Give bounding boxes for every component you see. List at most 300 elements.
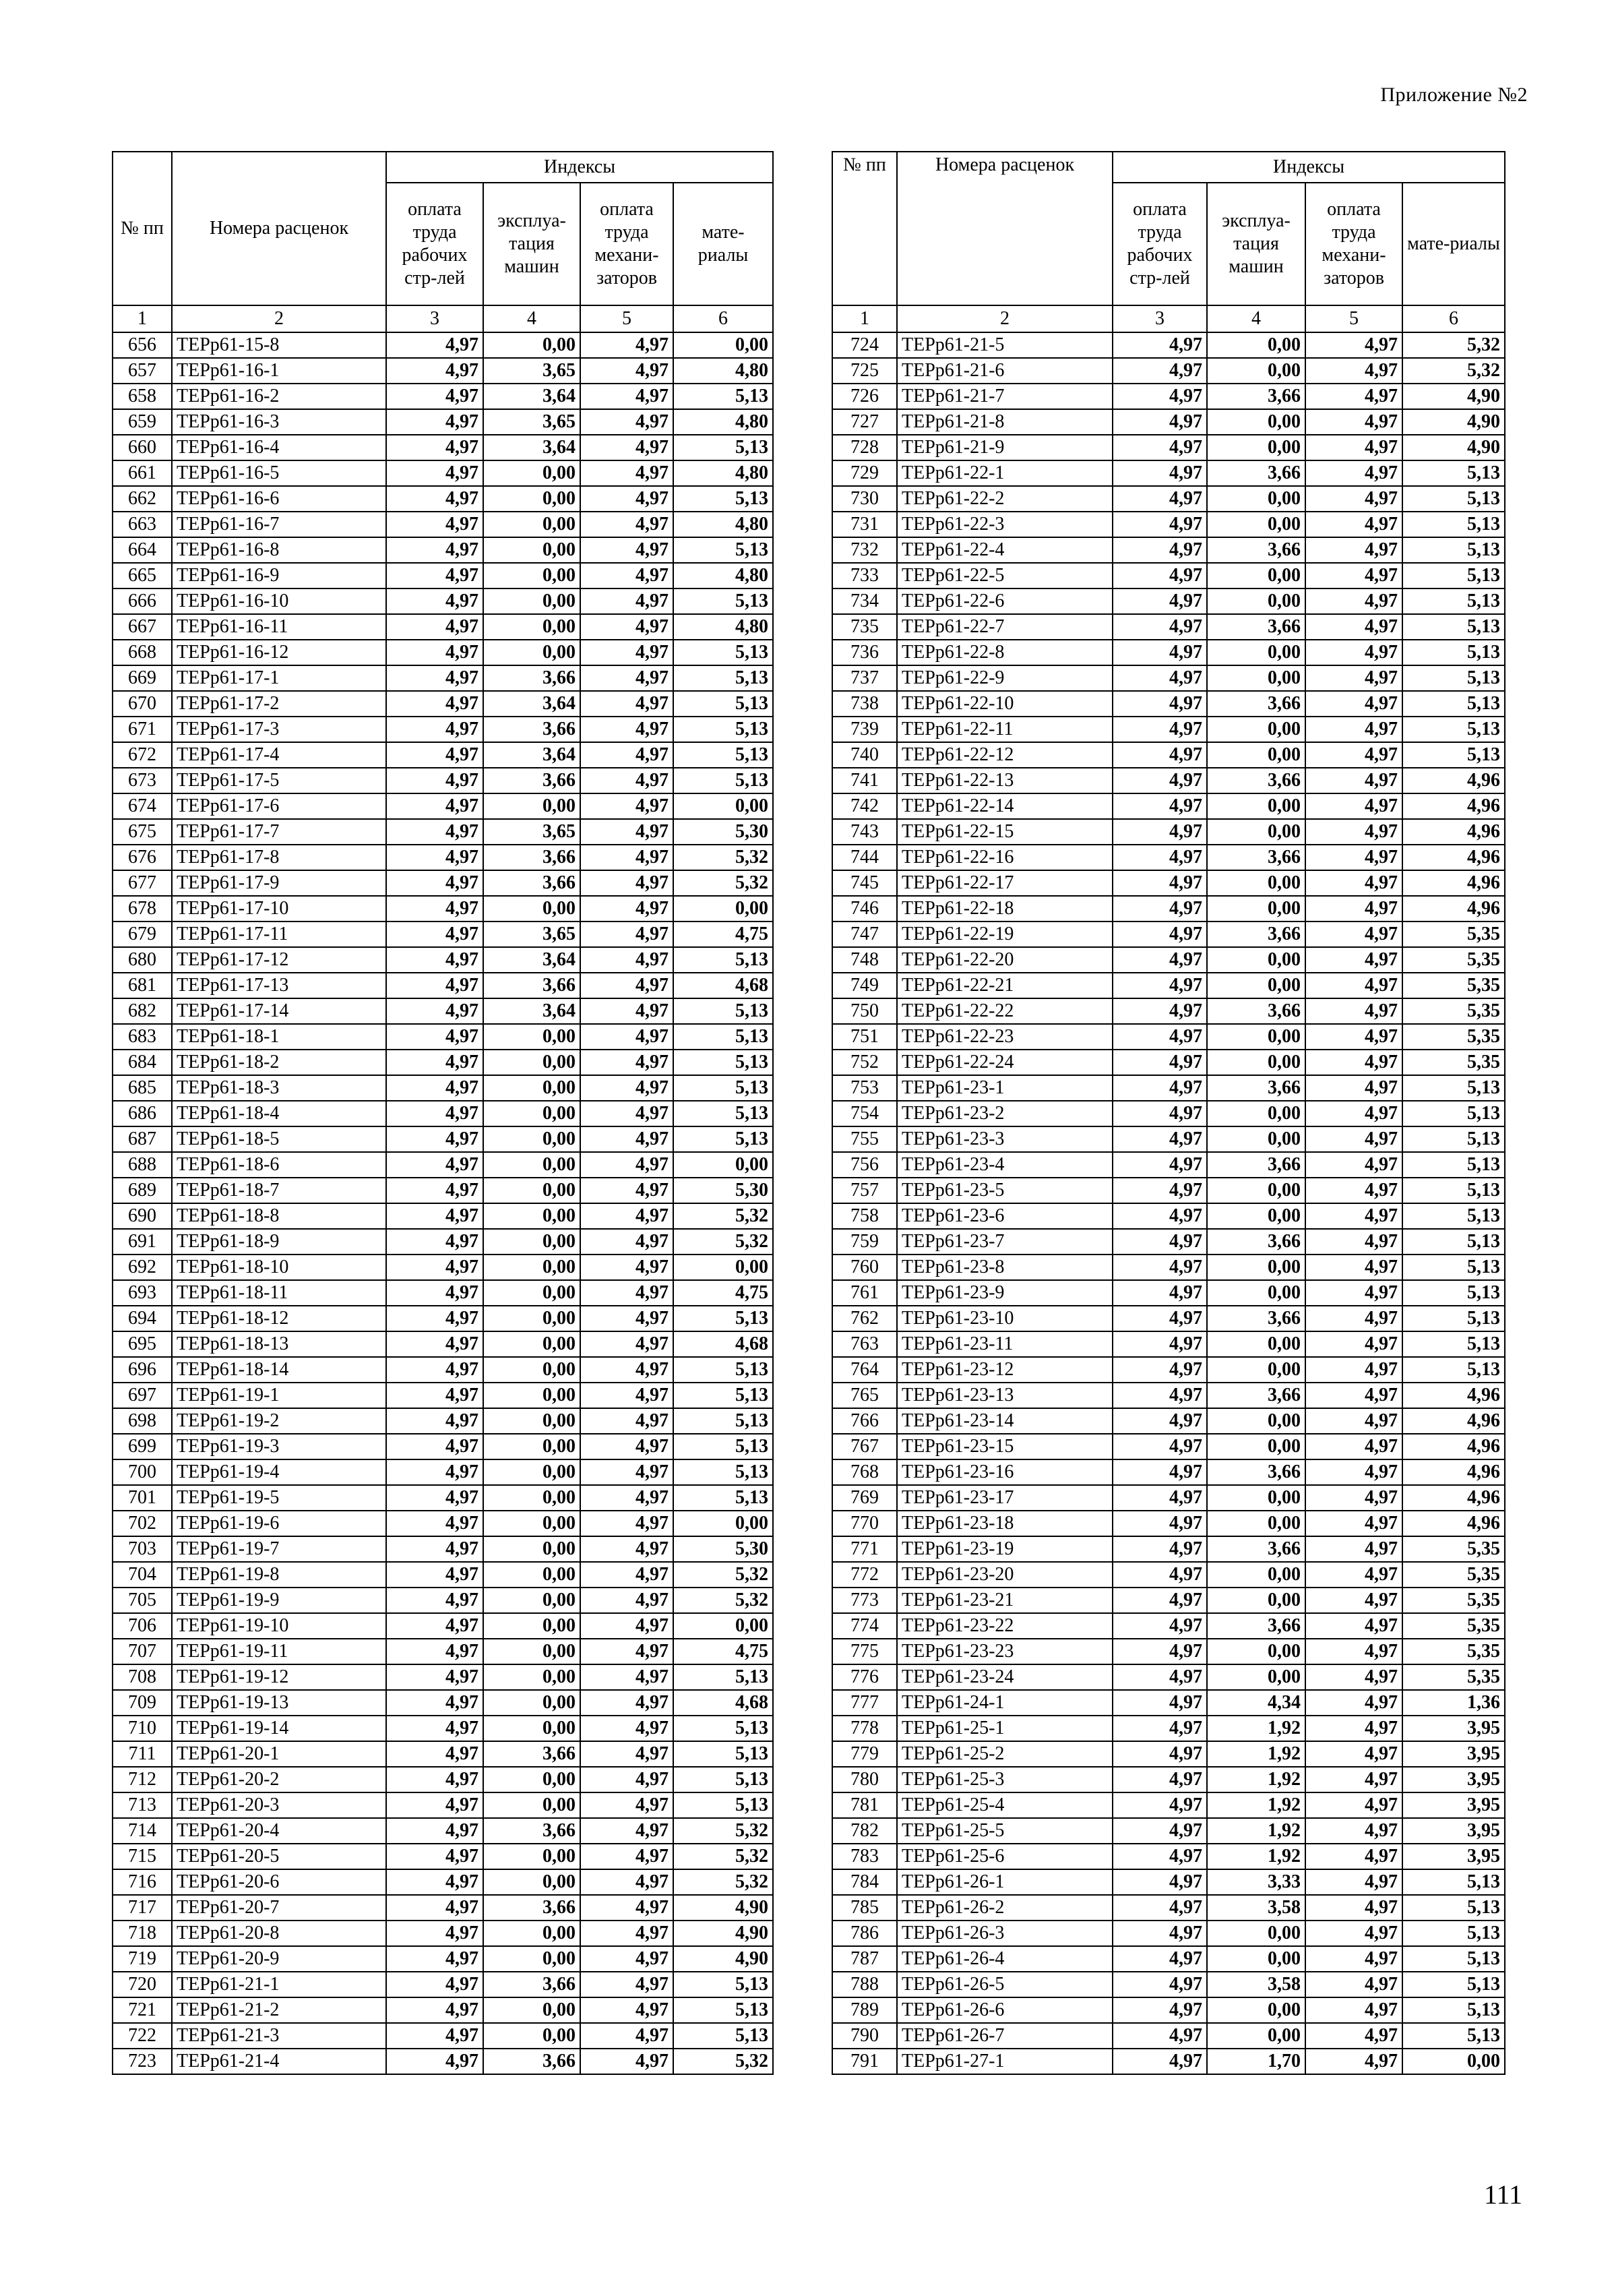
rate-code: ТЕРр61-16-5 [172,460,386,486]
materials-index: 5,13 [1402,1255,1505,1280]
row-number: 707 [113,1639,172,1664]
labor-index: 4,97 [386,1972,483,1997]
operators-index: 4,97 [580,512,673,537]
table-row [832,614,1505,640]
row-number: 712 [113,1767,172,1792]
table-row [113,973,773,998]
row-number: 657 [113,358,172,384]
labor-index: 4,97 [1113,896,1207,922]
rate-code: ТЕРр61-20-4 [172,1818,386,1844]
machines-index: 0,00 [1207,1255,1305,1280]
materials-index: 5,32 [673,1229,773,1255]
rate-code: ТЕРр61-26-7 [897,2023,1113,2049]
machines-index: 3,66 [1207,691,1305,717]
materials-index: 5,13 [673,1075,773,1101]
materials-index: 5,13 [673,588,773,614]
rate-code: ТЕРр61-17-6 [172,793,386,819]
row-number: 695 [113,1331,172,1357]
materials-index: 0,00 [673,332,773,358]
row-number: 703 [113,1536,172,1562]
row-number: 784 [832,1869,897,1895]
table-row [832,1895,1505,1921]
materials-index: 5,13 [673,1050,773,1075]
operators-index: 4,97 [1305,1664,1402,1690]
machines-index: 0,00 [483,1101,580,1126]
table-row [113,691,773,717]
labor-index: 4,97 [1113,1383,1207,1408]
labor-index: 4,97 [1113,1895,1207,1921]
machines-index: 0,00 [1207,1101,1305,1126]
rate-code: ТЕРр61-22-21 [897,973,1113,998]
table-row [832,1280,1505,1306]
machines-index: 0,00 [1207,1203,1305,1229]
row-number: 735 [832,614,897,640]
rate-code: ТЕРр61-25-4 [897,1792,1113,1818]
rate-code: ТЕРр61-23-13 [897,1383,1113,1408]
operators-index: 4,97 [580,1536,673,1562]
row-number: 696 [113,1357,172,1383]
table-row [832,1613,1505,1639]
machines-index: 0,00 [483,1997,580,2023]
labor-index: 4,97 [1113,460,1207,486]
labor-index: 4,97 [386,1101,483,1126]
machines-index: 3,66 [1207,384,1305,409]
table-row [832,1152,1505,1178]
operators-index: 4,97 [580,1024,673,1050]
table-row [113,947,773,973]
table-row [832,1741,1505,1767]
operators-index: 4,97 [580,973,673,998]
table-row [832,1767,1505,1792]
materials-index: 4,80 [673,563,773,588]
rate-code: ТЕРр61-19-2 [172,1408,386,1434]
operators-index: 4,97 [580,1895,673,1921]
row-number: 770 [832,1511,897,1536]
machines-index: 1,92 [1207,1716,1305,1741]
materials-index: 4,75 [673,922,773,947]
operators-index: 4,97 [1305,384,1402,409]
rate-code: ТЕРр61-23-21 [897,1588,1113,1613]
table-row [113,768,773,793]
row-number: 758 [832,1203,897,1229]
materials-index: 5,13 [673,717,773,742]
row-number: 667 [113,614,172,640]
row-number: 756 [832,1152,897,1178]
materials-index: 5,35 [1402,973,1505,998]
table-row [832,563,1505,588]
labor-index: 4,97 [386,1459,483,1485]
labor-index: 4,97 [386,435,483,460]
rate-code: ТЕРр61-19-3 [172,1434,386,1459]
machines-index: 0,00 [1207,1408,1305,1434]
operators-index: 4,97 [1305,1639,1402,1664]
materials-index: 4,80 [673,358,773,384]
machines-index: 3,65 [483,922,580,947]
operators-index: 4,97 [580,845,673,870]
operators-index: 4,97 [580,460,673,486]
materials-index: 5,13 [673,1357,773,1383]
materials-index: 0,00 [1402,2049,1505,2074]
labor-index: 4,97 [386,1152,483,1178]
rate-code: ТЕРр61-18-14 [172,1357,386,1383]
rate-code: ТЕРр61-22-14 [897,793,1113,819]
labor-index: 4,97 [386,922,483,947]
operators-index: 4,97 [1305,1921,1402,1946]
operators-index: 4,97 [580,2023,673,2049]
table-row [113,1357,773,1383]
machines-index: 3,65 [483,409,580,435]
labor-index: 4,97 [1113,1844,1207,1869]
labor-index: 4,97 [386,1588,483,1613]
rate-code: ТЕРр61-22-2 [897,486,1113,512]
rate-code: ТЕРр61-21-4 [172,2049,386,2074]
labor-index: 4,97 [386,512,483,537]
labor-index: 4,97 [1113,1921,1207,1946]
labor-index: 4,97 [386,1613,483,1639]
rate-code: ТЕРр61-18-2 [172,1050,386,1075]
machines-index: 0,00 [483,460,580,486]
table-row [832,819,1505,845]
row-number: 719 [113,1946,172,1972]
row-number: 710 [113,1716,172,1741]
materials-index: 4,96 [1402,1485,1505,1511]
operators-index: 4,97 [1305,1690,1402,1716]
rate-code: ТЕРр61-20-7 [172,1895,386,1921]
machines-index: 3,66 [1207,1383,1305,1408]
machines-index: 0,00 [483,1767,580,1792]
row-number: 727 [832,409,897,435]
operators-index: 4,97 [1305,1869,1402,1895]
materials-index: 5,13 [1402,1280,1505,1306]
operators-index: 4,97 [580,384,673,409]
labor-index: 4,97 [1113,691,1207,717]
row-number: 751 [832,1024,897,1050]
labor-index: 4,97 [1113,1536,1207,1562]
row-number: 763 [832,1331,897,1357]
operators-index: 4,97 [580,486,673,512]
materials-index: 5,13 [1402,1126,1505,1152]
row-number: 730 [832,486,897,512]
row-number: 754 [832,1101,897,1126]
row-number: 750 [832,998,897,1024]
table-row [832,1946,1505,1972]
rate-code: ТЕРр61-23-9 [897,1280,1113,1306]
row-number: 773 [832,1588,897,1613]
row-number: 742 [832,793,897,819]
operators-index: 4,97 [580,1767,673,1792]
materials-index: 5,13 [673,691,773,717]
table-row [113,460,773,486]
rate-code: ТЕРр61-23-7 [897,1229,1113,1255]
table-row [113,1101,773,1126]
operators-index: 4,97 [580,1178,673,1203]
operators-index: 4,97 [1305,1383,1402,1408]
rate-code: ТЕРр61-22-18 [897,896,1113,922]
machines-index: 0,00 [1207,1357,1305,1383]
machines-index: 0,00 [483,640,580,665]
materials-index: 4,96 [1402,819,1505,845]
materials-index: 5,30 [673,819,773,845]
labor-index: 4,97 [1113,358,1207,384]
machines-index: 0,00 [483,1485,580,1511]
rate-code: ТЕРр61-21-1 [172,1972,386,1997]
materials-index: 5,13 [1402,1997,1505,2023]
machines-index: 0,00 [1207,1664,1305,1690]
machines-index: 0,00 [483,1459,580,1485]
operators-index: 4,97 [1305,2023,1402,2049]
rate-code: ТЕРр61-20-2 [172,1767,386,1792]
machines-index: 0,00 [483,2023,580,2049]
labor-index: 4,97 [386,358,483,384]
table-row [113,1792,773,1818]
labor-index: 4,97 [1113,1229,1207,1255]
row-number: 746 [832,896,897,922]
operators-index: 4,97 [580,665,673,691]
machines-index: 0,00 [483,1075,580,1101]
materials-index: 5,30 [673,1178,773,1203]
operators-index: 4,97 [580,793,673,819]
machines-index: 3,66 [483,870,580,896]
table-row [832,1075,1505,1101]
row-number: 765 [832,1383,897,1408]
operators-index: 4,97 [580,1229,673,1255]
machines-index: 0,00 [483,1203,580,1229]
rate-code: ТЕРр61-23-19 [897,1536,1113,1562]
table-row [113,588,773,614]
rate-code: ТЕРр61-23-6 [897,1203,1113,1229]
operators-index: 4,97 [1305,1331,1402,1357]
table-row [832,896,1505,922]
table-row [832,1921,1505,1946]
operators-index: 4,97 [580,1972,673,1997]
machines-index: 0,00 [483,1357,580,1383]
operators-index: 4,97 [580,947,673,973]
labor-index: 4,97 [1113,845,1207,870]
table-row [113,1126,773,1152]
row-number: 724 [832,332,897,358]
machines-index: 0,00 [1207,1997,1305,2023]
machines-index: 0,00 [1207,1485,1305,1511]
col-index-6: 6 [1402,305,1505,332]
row-number: 715 [113,1844,172,1869]
table-row [832,845,1505,870]
labor-index: 4,97 [386,614,483,640]
operators-index: 4,97 [1305,2049,1402,2074]
table-row [832,870,1505,896]
operators-index: 4,97 [580,588,673,614]
table-row [113,2023,773,2049]
rate-code: ТЕРр61-23-15 [897,1434,1113,1459]
table-row [832,486,1505,512]
machines-index: 0,00 [483,486,580,512]
labor-index: 4,97 [386,1921,483,1946]
row-number: 743 [832,819,897,845]
operators-index: 4,97 [1305,588,1402,614]
machines-index: 0,00 [1207,486,1305,512]
row-number: 729 [832,460,897,486]
labor-index: 4,97 [386,1869,483,1895]
machines-index: 3,66 [1207,1229,1305,1255]
operators-index: 4,97 [580,563,673,588]
row-number: 716 [113,1869,172,1895]
labor-index: 4,97 [386,870,483,896]
operators-index: 4,97 [1305,1588,1402,1613]
labor-index: 4,97 [386,1126,483,1152]
labor-index: 4,97 [386,1357,483,1383]
machines-index: 0,00 [1207,896,1305,922]
materials-index: 4,80 [673,512,773,537]
table-row [113,332,773,358]
table-row [113,1613,773,1639]
labor-index: 4,97 [386,717,483,742]
materials-index: 4,90 [673,1946,773,1972]
machines-index: 0,00 [483,1639,580,1664]
table-row [113,1921,773,1946]
machines-index: 0,00 [483,1690,580,1716]
operators-index: 4,97 [580,1792,673,1818]
row-number: 673 [113,768,172,793]
row-number: 702 [113,1511,172,1536]
table-row [113,665,773,691]
operators-index: 4,97 [580,1357,673,1383]
operators-index: 4,97 [1305,1203,1402,1229]
materials-index: 5,13 [1402,512,1505,537]
operators-index: 4,97 [580,1126,673,1152]
rate-code: ТЕРр61-22-22 [897,998,1113,1024]
labor-index: 4,97 [1113,1280,1207,1306]
rate-code: ТЕРр61-20-9 [172,1946,386,1972]
labor-index: 4,97 [1113,1613,1207,1639]
machines-index: 0,00 [1207,1126,1305,1152]
machines-index: 0,00 [483,1255,580,1280]
materials-index: 5,32 [673,1203,773,1229]
operators-index: 4,97 [1305,1306,1402,1331]
rate-code: ТЕРр61-16-3 [172,409,386,435]
machines-index: 3,66 [483,1818,580,1844]
materials-index: 5,13 [673,2023,773,2049]
machines-index: 3,64 [483,947,580,973]
materials-index: 5,13 [673,537,773,563]
rate-code: ТЕРр61-16-10 [172,588,386,614]
labor-index: 4,97 [1113,1434,1207,1459]
materials-index: 0,00 [673,1511,773,1536]
row-number: 718 [113,1921,172,1946]
table-row [113,1972,773,1997]
operators-index: 4,97 [1305,332,1402,358]
rate-code: ТЕРр61-26-5 [897,1972,1113,1997]
operators-index: 4,97 [580,1280,673,1306]
machines-index: 3,64 [483,742,580,768]
table-row [832,1408,1505,1434]
labor-index: 4,97 [1113,486,1207,512]
labor-index: 4,97 [1113,1716,1207,1741]
table-row [832,1997,1505,2023]
labor-index: 4,97 [386,537,483,563]
labor-index: 4,97 [386,998,483,1024]
materials-index: 5,13 [673,1434,773,1459]
materials-index: 5,13 [1402,1229,1505,1255]
rate-code: ТЕРр61-17-3 [172,717,386,742]
table-row [113,1767,773,1792]
labor-index: 4,97 [1113,1946,1207,1972]
machines-index: 0,00 [483,896,580,922]
machines-index: 0,00 [483,1178,580,1203]
operators-index: 4,97 [580,1152,673,1178]
rate-code: ТЕРр61-22-13 [897,768,1113,793]
table-row [113,819,773,845]
rate-code: ТЕРр61-23-3 [897,1126,1113,1152]
labor-index: 4,97 [386,1895,483,1921]
labor-index: 4,97 [1113,332,1207,358]
materials-index: 4,96 [1402,870,1505,896]
operators-index: 4,97 [580,640,673,665]
row-number: 762 [832,1306,897,1331]
table-row [832,1203,1505,1229]
rate-code: ТЕРр61-25-3 [897,1767,1113,1792]
machines-index: 0,00 [483,1511,580,1536]
rate-code: ТЕРр61-25-5 [897,1818,1113,1844]
machines-index: 0,00 [1207,1946,1305,1972]
labor-index: 4,97 [1113,1639,1207,1664]
col-machines-header: эксплуа-тация машин [483,183,580,305]
labor-index: 4,97 [1113,537,1207,563]
operators-index: 4,97 [1305,1408,1402,1434]
table-row [832,1818,1505,1844]
materials-index: 5,13 [673,1972,773,1997]
operators-index: 4,97 [580,742,673,768]
col-operators-header: оплата труда механи-заторов [1305,183,1402,305]
labor-index: 4,97 [386,2049,483,2074]
row-number: 700 [113,1459,172,1485]
row-number: 676 [113,845,172,870]
rate-code: ТЕРр61-23-10 [897,1306,1113,1331]
row-number: 693 [113,1280,172,1306]
machines-index: 0,00 [1207,1050,1305,1075]
operators-index: 4,97 [580,1921,673,1946]
machines-index: 1,92 [1207,1741,1305,1767]
rate-code: ТЕРр61-25-1 [897,1716,1113,1741]
row-number: 771 [832,1536,897,1562]
materials-index: 5,35 [1402,1536,1505,1562]
table-row [832,384,1505,409]
materials-index: 5,13 [1402,1869,1505,1895]
labor-index: 4,97 [1113,870,1207,896]
row-number: 760 [832,1255,897,1280]
labor-index: 4,97 [386,1997,483,2023]
row-number: 766 [832,1408,897,1434]
rate-code: ТЕРр61-23-18 [897,1511,1113,1536]
rate-code: ТЕРр61-16-4 [172,435,386,460]
machines-index: 3,66 [1207,614,1305,640]
materials-index: 5,13 [673,1664,773,1690]
materials-index: 0,00 [673,896,773,922]
row-number: 788 [832,1972,897,1997]
labor-index: 4,97 [1113,665,1207,691]
col-num-header: № пп [113,152,172,305]
table-row [113,1459,773,1485]
materials-index: 5,13 [1402,2023,1505,2049]
machines-index: 3,64 [483,435,580,460]
rate-code: ТЕРр61-22-11 [897,717,1113,742]
rate-code: ТЕРр61-17-14 [172,998,386,1024]
row-number: 759 [832,1229,897,1255]
col-index-5: 5 [1305,305,1402,332]
labor-index: 4,97 [1113,1255,1207,1280]
labor-index: 4,97 [386,1639,483,1664]
materials-index: 5,13 [1402,1075,1505,1101]
rate-code: ТЕРр61-22-17 [897,870,1113,896]
operators-index: 4,97 [1305,614,1402,640]
